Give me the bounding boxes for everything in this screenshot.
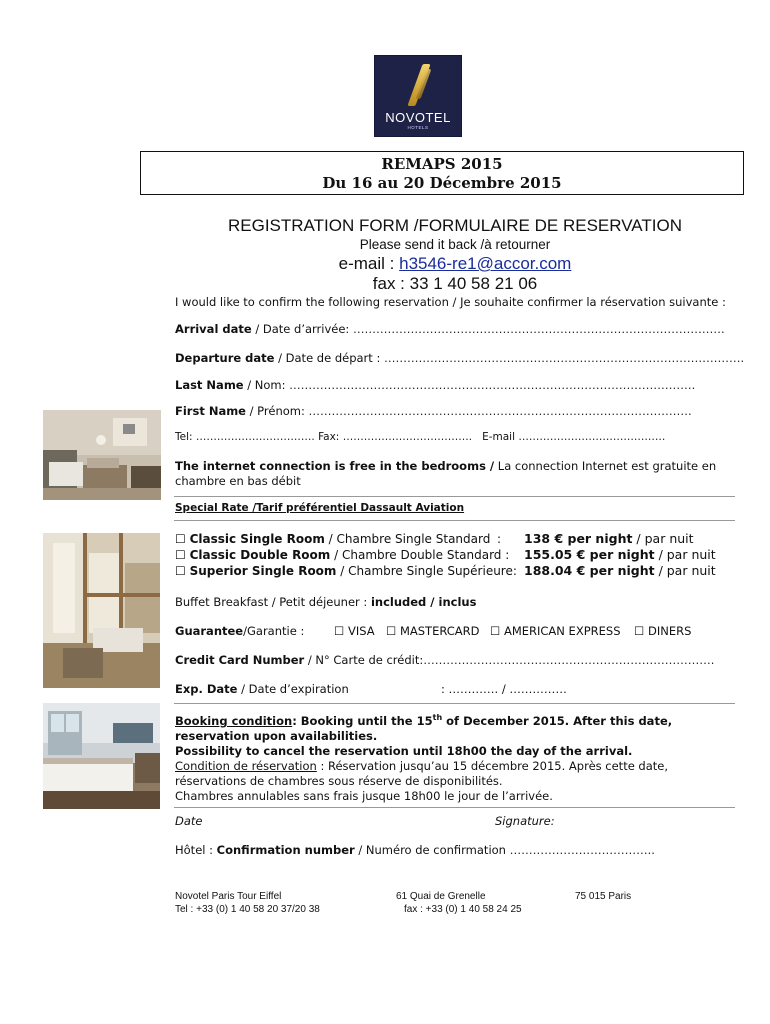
price-value: 138 € per night <box>524 531 633 546</box>
internet-notice-fr-2: chambre en bas débit <box>175 474 301 488</box>
room-name: Classic Single Room <box>189 532 325 546</box>
contact-fax: fax : 33 1 40 58 21 06 <box>372 274 538 293</box>
room-option-classic-single[interactable] <box>175 532 490 546</box>
breakfast-label: Buffet Breakfast / Petit déjeuner : <box>175 595 371 609</box>
special-rate-heading: Special Rate /Tarif préférentiel Dassault Aviation <box>175 502 465 514</box>
guarantee-label <box>175 624 304 638</box>
contact-fields-row <box>175 431 665 443</box>
confirmation-label: Confirmation number <box>216 843 355 857</box>
internet-notice <box>175 459 735 489</box>
last-name-label: Last Name <box>175 378 244 392</box>
date-label: Date <box>175 814 203 828</box>
booking-fr-text: : Réservation jusqu’au 15 décembre 2015. Après cette date, <box>316 758 669 773</box>
expiry-label-en: Exp. Date <box>175 682 238 696</box>
fax-field[interactable] <box>318 431 472 443</box>
departure-dots: …………………………………………………………………………………. <box>383 351 745 365</box>
confirmation-dots: ……………………………….. <box>509 843 655 857</box>
room-name-fr: / Chambre Double Standard : <box>330 548 510 562</box>
departure-date-field[interactable] <box>175 351 744 365</box>
booking-fr-line-3: Chambres annulables sans frais jusque 18h00 le jour de l’arrivée. <box>175 788 553 803</box>
fax-label: Fax: <box>318 431 343 443</box>
guarantee-diners[interactable]: ☐ DINERS <box>634 624 692 638</box>
booking-sup: th <box>432 713 443 722</box>
divider <box>174 807 735 808</box>
internet-notice-fr: La connection Internet est gratuite en <box>494 459 717 473</box>
confirmation-label-fr: / Numéro de confirmation <box>354 843 510 857</box>
divider <box>174 520 735 521</box>
room-price-classic-single <box>524 531 694 546</box>
checkbox-icon[interactable]: ☐ <box>175 564 186 578</box>
room-name: Superior Single Room <box>189 564 337 578</box>
contact-email-line <box>170 254 740 274</box>
credit-card-label-fr: / N° Carte de crédit: <box>304 653 424 667</box>
divider <box>174 496 735 497</box>
email-label: e-mail : <box>338 254 400 273</box>
guarantee-label-en: Guarantee <box>175 624 244 638</box>
event-name: REMAPS 2015 <box>381 155 503 173</box>
booking-fr-label: Condition de réservation <box>175 758 317 773</box>
fax-dots: ………………………………. <box>342 431 473 443</box>
price-unit: / par nuit <box>632 531 694 546</box>
room-name-fr: / Chambre Single Supérieure: <box>336 564 517 578</box>
booking-fr-line-1 <box>175 759 735 774</box>
tel-dots: ……………………………. <box>195 431 315 443</box>
guarantee-mastercard[interactable]: ☐ MASTERCARD <box>386 624 480 638</box>
price-unit: / par nuit <box>654 547 716 562</box>
first-name-label: First Name <box>175 404 246 418</box>
expiry-label-fr: / Date d’expiration <box>237 682 349 696</box>
credit-card-label: Credit Card Number <box>175 653 305 667</box>
room-price-superior-single <box>524 563 716 578</box>
arrival-date-field[interactable] <box>175 322 725 336</box>
guarantee-amex[interactable]: ☐ AMERICAN EXPRESS <box>490 624 621 638</box>
booking-label: Booking condition <box>175 713 293 728</box>
last-name-label-fr: / Nom: <box>243 378 290 392</box>
room-price-classic-double <box>524 547 716 562</box>
first-name-dots: ………………………………………………………………………………………. <box>308 404 692 418</box>
booking-fr-line-2: réservations de chambres sous réserve de disponibilités. <box>175 773 503 788</box>
last-name-dots: ……………………………………………………………………………………………. <box>289 378 696 392</box>
departure-label: Departure date <box>175 351 275 365</box>
checkbox-icon[interactable]: ☐ <box>175 532 186 546</box>
send-back-instruction: Please send it back /à retourner <box>359 237 551 252</box>
booking-text-a: : Booking until the 15 <box>292 713 433 728</box>
arrival-label-fr: / Date d’arrivée: <box>251 322 353 336</box>
footer-hotel-name: Novotel Paris Tour Eiffel <box>175 891 282 902</box>
signature-label: Signature: <box>495 814 555 828</box>
credit-card-field[interactable] <box>175 653 714 667</box>
footer-tel: Tel : +33 (0) 1 40 58 20 37/20 38 <box>175 904 320 915</box>
booking-line-2: reservation upon availabilities. <box>175 728 378 743</box>
price-value: 188.04 € per night <box>524 563 655 578</box>
email-field-label: E-mail <box>482 431 519 443</box>
credit-card-dots: …………………………………………………………………. <box>423 653 715 667</box>
arrival-label: Arrival date <box>175 322 252 336</box>
form-title: REGISTRATION FORM /FORMULAIRE DE RESERVATION <box>227 216 682 235</box>
first-name-field[interactable] <box>175 404 692 418</box>
expiry-field[interactable]: : …………. / …………… <box>441 682 567 696</box>
breakfast-info <box>175 595 476 609</box>
checkbox-icon[interactable]: ☐ <box>175 548 186 562</box>
first-name-label-fr: / Prénom: <box>245 404 309 418</box>
room-option-classic-double[interactable] <box>175 548 509 562</box>
event-dates: Du 16 au 20 Décembre 2015 <box>322 174 562 192</box>
confirmation-prefix: Hôtel : <box>175 843 217 857</box>
hotel-room-photo-1 <box>43 410 161 500</box>
departure-label-fr: / Date de départ : <box>274 351 384 365</box>
booking-line-1 <box>175 710 735 729</box>
internet-notice-en: The internet connection is free in the bedrooms / <box>175 459 495 473</box>
tel-field[interactable] <box>175 431 315 443</box>
last-name-field[interactable] <box>175 378 695 392</box>
contact-email-link[interactable]: h3546-re1@accor.com <box>399 254 572 273</box>
divider <box>174 703 735 704</box>
email-field[interactable] <box>475 431 665 443</box>
logo-text: NOVOTEL <box>385 110 451 125</box>
room-name-fr: / Chambre Single Standard <box>324 532 491 546</box>
intro-text: I would like to confirm the following reservation / Je souhaite confirmer la réservation suivante : <box>175 295 726 309</box>
hotel-room-photo-3 <box>43 703 160 809</box>
footer-fax: fax : +33 (0) 1 40 58 24 25 <box>404 904 522 915</box>
logo-subtext: HOTELS <box>407 125 429 130</box>
room-name: Classic Double Room <box>189 548 331 562</box>
confirmation-number <box>175 843 655 857</box>
novotel-logo <box>374 55 462 137</box>
booking-text-b: of December 2015. After this date, <box>442 713 673 728</box>
room-option-superior-single[interactable] <box>175 564 517 578</box>
breakfast-value: included / inclus <box>370 595 477 609</box>
email-dots: …………………………………… <box>518 431 666 443</box>
price-value: 155.05 € per night <box>524 547 655 562</box>
footer-address: 61 Quai de Grenelle <box>396 891 486 902</box>
room-colon: : <box>497 532 502 546</box>
booking-condition <box>175 710 735 804</box>
booking-line-3: Possibility to cancel the reservation until 18h00 the day of the arrival. <box>175 743 633 758</box>
footer-city: 75 015 Paris <box>575 891 632 902</box>
tel-label: Tel: <box>175 431 196 443</box>
arrival-dots: ……………………………………………………………………………………. <box>352 322 725 336</box>
hotel-room-photo-2 <box>43 533 160 688</box>
expiry-label <box>175 682 349 696</box>
guarantee-visa[interactable]: ☐ VISA <box>334 624 375 638</box>
guarantee-label-fr: /Garantie : <box>243 624 305 638</box>
price-unit: / par nuit <box>654 563 716 578</box>
